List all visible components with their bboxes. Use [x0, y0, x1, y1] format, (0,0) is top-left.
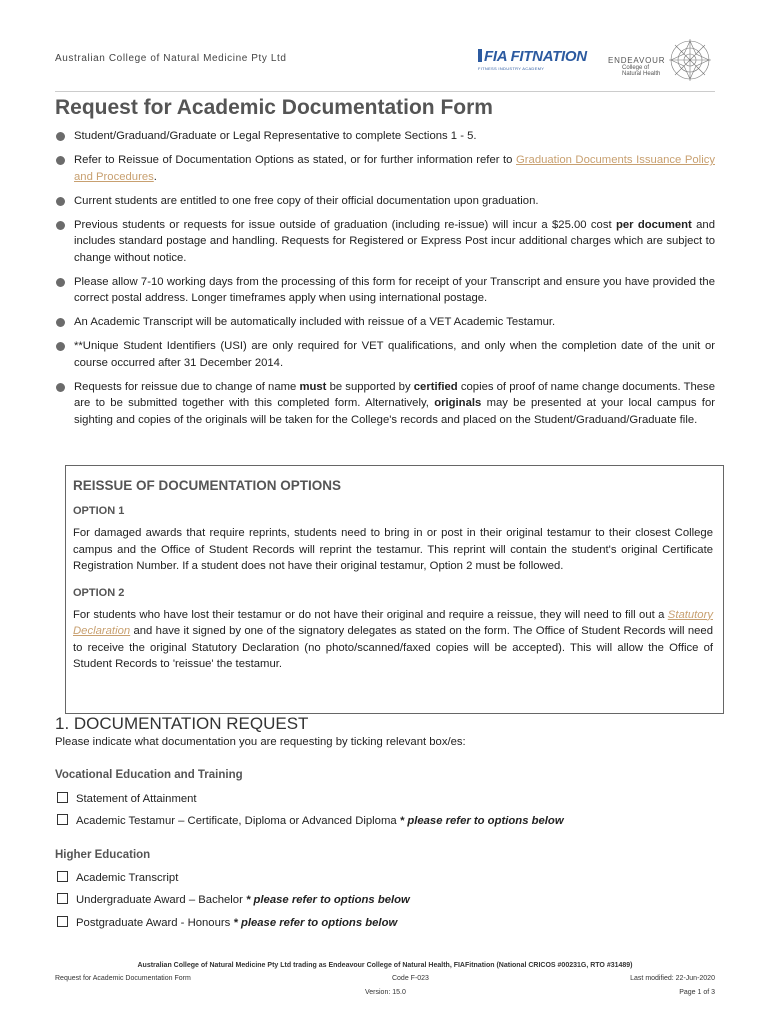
checkbox-undergraduate-award[interactable]	[57, 893, 410, 906]
instruction-text: **Unique Student Identifiers (USI) are only required for VET qualifications, and only when the completion date of the unit or course occurred after 31 December 2014.	[74, 340, 715, 369]
instruction-item	[55, 274, 715, 307]
instruction-item	[55, 217, 715, 267]
instruction-item	[55, 338, 715, 371]
instruction-text: Refer to Reissue of Documentation Options as stated, or for further information refer to	[74, 154, 516, 166]
checkbox-icon[interactable]	[57, 814, 68, 825]
instruction-text: per document	[615, 218, 692, 231]
option2-title: OPTION 2	[73, 586, 125, 599]
checkbox-icon[interactable]	[57, 792, 68, 803]
instruction-text: may be presented at your local campus for sighting and copies of the originals will be taken for the College's records and placed on the Student/Graduand/Graduate file.	[74, 397, 715, 426]
instruction-text: An Academic Transcript will be automatically included with reissue of a VET Academic Testamur.	[74, 316, 556, 328]
instruction-text: Student/Graduand/Graduate or Legal Representative to complete Sections 1 - 5.	[74, 130, 477, 142]
bullet-icon	[56, 156, 65, 165]
bullet-icon	[56, 132, 65, 141]
endeavour-logo	[608, 56, 665, 77]
instruction-item	[55, 193, 715, 210]
checkbox-label: Academic Testamur – Certificate, Diploma or Advanced Diploma	[76, 815, 400, 827]
option2-text-after: and have it signed by one of the signatory delegates as stated on the form. The Office of Student Records will need to receive the original Statutory Declaration (no photo/scanned/faxed copies will be accepted). This will allow the Office of Student Records to 'reissue' the testamur.	[73, 625, 713, 670]
instruction-text: Previous students or requests for issue outside of graduation (including re-issue) will incur a $25.00 cost	[74, 218, 616, 231]
instruction-text: must	[299, 380, 327, 393]
instruction-list	[55, 128, 715, 436]
option1-title: OPTION 1	[73, 505, 125, 517]
instruction-text: certified	[413, 380, 458, 393]
page-footer	[55, 962, 715, 996]
endeavour-mandala-icon	[665, 35, 715, 85]
option2-text	[73, 607, 713, 673]
instruction-item	[55, 152, 715, 185]
vet-category-title: Vocational Education and Training	[55, 769, 243, 781]
higher-education-category-title: Higher Education	[55, 849, 151, 861]
bullet-icon	[56, 278, 65, 287]
option2-text-before: For students who have lost their testamur or do not have their original and require a reissue, they will need to fill out a	[73, 608, 668, 621]
footer-form-name: Request for Academic Documentation Form	[55, 975, 191, 982]
checkbox-label: Undergraduate Award – Bachelor	[76, 894, 246, 906]
instruction-item	[55, 379, 715, 429]
bullet-icon	[56, 221, 65, 230]
instruction-text: and includes standard postage and handling. Requests for Registered or Express Post incur additional charges which are subject to change without notice.	[74, 218, 715, 264]
instruction-item	[55, 128, 715, 145]
header-org-name: Australian College of Natural Medicine Pty Ltd	[55, 53, 287, 64]
bullet-icon	[56, 383, 65, 392]
checkbox-postgraduate-award[interactable]	[57, 916, 397, 929]
bullet-icon	[56, 318, 65, 327]
endeavour-logo-line2: College of	[622, 65, 650, 71]
instruction-text: be supported by	[326, 380, 414, 393]
checkbox-label: Statement of Attainment	[76, 793, 197, 805]
section1-heading: 1. DOCUMENTATION REQUEST	[55, 714, 309, 733]
footer-page-number: Page 1 of 3	[679, 989, 715, 996]
checkbox-icon[interactable]	[57, 916, 68, 927]
checkbox-label: Postgraduate Award - Honours	[76, 917, 234, 929]
header-divider	[55, 91, 715, 92]
footer-code: Code F-023	[391, 975, 429, 982]
checkbox-statement-of-attainment[interactable]	[57, 792, 197, 805]
bullet-icon	[56, 197, 65, 206]
footer-version: Version: 15.0	[365, 989, 406, 996]
bullet-icon	[56, 342, 65, 351]
page-title: Request for Academic Documentation Form	[55, 96, 493, 119]
reissue-heading: REISSUE OF DOCUMENTATION OPTIONS	[73, 478, 342, 493]
checkbox-note: * please refer to options below	[245, 894, 410, 906]
instruction-item	[55, 314, 715, 331]
instruction-text: .	[153, 170, 157, 183]
checkbox-academic-testamur[interactable]	[57, 814, 564, 827]
section1-instruction: Please indicate what documentation you are requesting by ticking relevant box/es:	[55, 736, 466, 748]
instruction-text: Requests for reissue due to change of name	[74, 380, 300, 393]
documentation-request-section	[55, 714, 715, 748]
instruction-text: Current students are entitled to one free copy of their official documentation upon graduation.	[74, 194, 539, 207]
checkbox-note: * please refer to options below	[399, 815, 564, 827]
statutory-declaration-link[interactable]: Statutory Declaration	[73, 608, 713, 637]
option1-text: For damaged awards that require reprints, students need to bring in or post in their original testamur to their closest College campus and the Office of Student Records will reprint the testamur. This reprint will contain the student's original Certificate Registration Number. If a student does not have their original testamur, Option 2 must be followed.	[73, 527, 713, 572]
instruction-text: Please allow 7-10 working days from the processing of this form for receipt of your Transcript and ensure you have provided the correct postal address. Longer timeframes apply when using international postage.	[74, 275, 715, 304]
instruction-text: copies of proof of name change documents. These are to be submitted together with this completed form. Alternatively,	[74, 380, 715, 409]
endeavour-logo-line3: Natural Health	[622, 71, 661, 77]
checkbox-icon[interactable]	[57, 871, 68, 882]
fia-logo-subtext: FITNESS INDUSTRY ACADEMY	[478, 66, 545, 71]
policy-link[interactable]: Graduation Documents Issuance Policy and Procedures	[74, 154, 715, 183]
footer-org-line: Australian College of Natural Medicine Pty Ltd trading as Endeavour College of Natural Health, FIAFitnation (National CRICOS #00231G, RTO #31489)	[137, 962, 633, 969]
endeavour-logo-line1: ENDEAVOUR	[608, 56, 666, 65]
checkbox-icon[interactable]	[57, 893, 68, 904]
footer-modified: Last modified: 22-Jun-2020	[630, 975, 715, 982]
checkbox-academic-transcript[interactable]	[57, 871, 178, 884]
reissue-options-box	[65, 465, 724, 714]
checkbox-note: * please refer to options below	[233, 917, 398, 929]
fia-logo-text: FIA FITNATION	[484, 48, 587, 65]
fia-fitnation-logo	[478, 48, 587, 71]
checkbox-label: Academic Transcript	[76, 872, 179, 884]
instruction-text: originals	[434, 397, 482, 409]
